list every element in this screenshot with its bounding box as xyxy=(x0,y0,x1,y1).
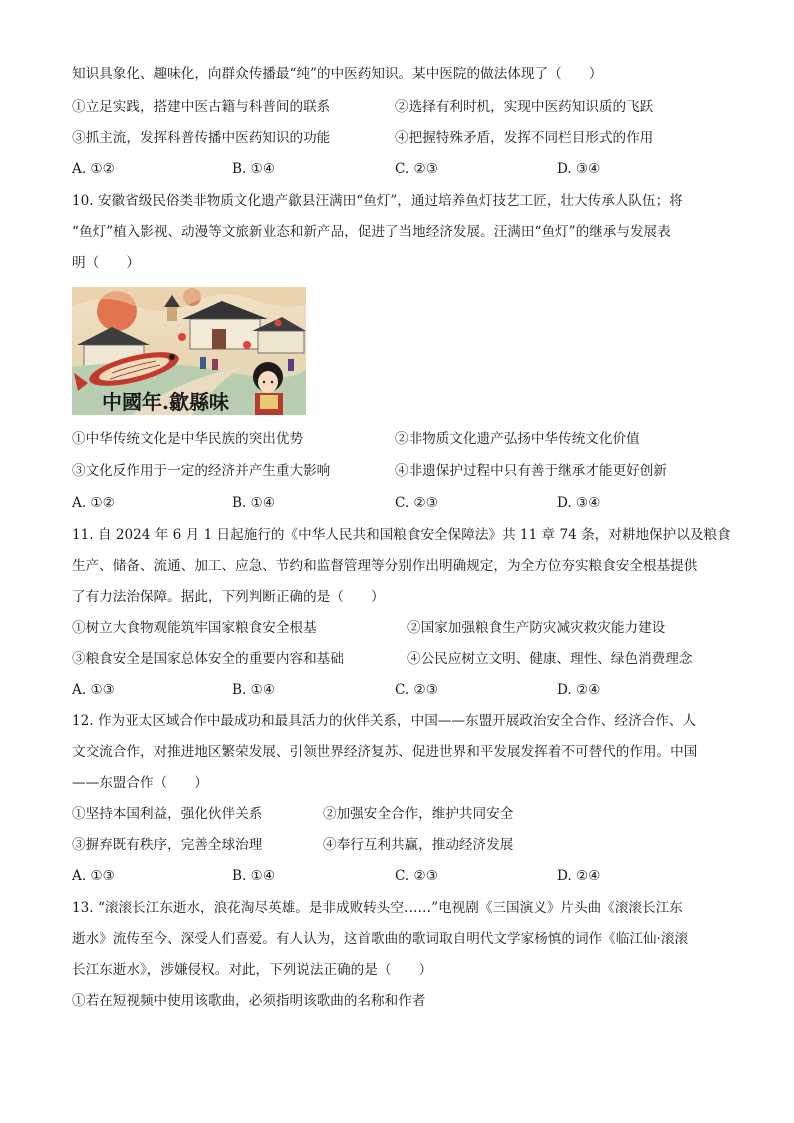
q12-statement-3: ③摒弃既有秩序，完善全球治理 xyxy=(72,837,263,853)
q11-statement-3: ③粮食安全是国家总体安全的重要内容和基础 xyxy=(72,651,344,667)
q9-choice-d: D. ③④ xyxy=(557,161,601,177)
q10-choice-c: C. ②③ xyxy=(395,495,438,511)
q9-statement-4: ④把握特殊矛盾，发挥不同栏目形式的作用 xyxy=(395,130,654,146)
q13-stem-line-2: 逝水》流传至今、深受人们喜爱。有人认为，这首歌曲的歌词取自明代文学家杨慎的词作《临江仙·滚滚 xyxy=(72,931,689,947)
q10-statement-4: ④非遗保护过程中只有善于继承才能更好创新 xyxy=(395,463,667,479)
q12-stem-line-1: 12. 作为亚太区域合作中最成功和最具活力的伙伴关系，中国——东盟开展政治安全合作、经济合作、人 xyxy=(72,713,697,729)
q12-statement-2: ②加强安全合作，维护共同安全 xyxy=(323,806,514,822)
q11-stem-line-3: 了有力法治保障。据此，下列判断正确的是（ ） xyxy=(72,589,385,605)
q13-statement-1: ①若在短视频中使用该歌曲，必须指明该歌曲的名称和作者 xyxy=(72,993,426,1009)
q9-choice-b: B. ①④ xyxy=(232,161,276,177)
q10-stem-line-3: 明（ ） xyxy=(72,255,140,271)
q10-statement-3: ③文化反作用于一定的经济并产生重大影响 xyxy=(72,463,331,479)
q11-statement-4: ④公民应树立文明、健康、理性、绿色消费理念 xyxy=(407,651,693,667)
q10-choice-a: A. ①② xyxy=(72,495,115,511)
q9-choice-a: A. ①② xyxy=(72,161,115,177)
q11-choice-c: C. ②③ xyxy=(395,682,438,698)
q12-statement-1: ①坚持本国利益，强化伙伴关系 xyxy=(72,806,263,822)
q12-choice-b: B. ①④ xyxy=(232,868,276,884)
illustration-caption: 中國年.歙縣味 xyxy=(102,390,229,414)
q12-choice-a: A. ①③ xyxy=(72,868,115,884)
q12-choice-d: D. ②④ xyxy=(557,868,601,884)
q12-stem-line-3: ——东盟合作（ ） xyxy=(72,775,208,791)
q9-statement-1: ①立足实践，搭建中医古籍与科普间的联系 xyxy=(72,99,331,115)
q10-statement-1: ①中华传统文化是中华民族的突出优势 xyxy=(72,431,304,447)
q9-statement-3: ③抓主流，发挥科普传播中医药知识的功能 xyxy=(72,130,331,146)
q11-statement-2: ②国家加强粮食生产防灾减灾救灾能力建设 xyxy=(407,620,666,636)
q12-stem-line-2: 文交流合作，对推进地区繁荣发展、引领世界经济复苏、促进世界和平发展发挥着不可替代的作用。中国 xyxy=(72,744,698,760)
q9-stem: 知识具象化、趣味化，向群众传播最“纯”的中医药知识。某中医院的做法体现了（ ） xyxy=(72,66,603,82)
q10-choice-b: B. ①④ xyxy=(232,495,276,511)
q12-choice-c: C. ②③ xyxy=(395,868,438,884)
q11-choice-d: D. ②④ xyxy=(557,682,601,698)
q11-choice-b: B. ①④ xyxy=(232,682,276,698)
fish-lantern-illustration xyxy=(72,287,306,415)
q12-statement-4: ④奉行互利共赢，推动经济发展 xyxy=(323,837,514,853)
q10-stem-line-2: “鱼灯”植入影视、动漫等文旅新业态和新产品，促进了当地经济发展。汪满田“鱼灯”的继承与发展表 xyxy=(72,224,671,240)
q11-stem-line-2: 生产、储备、流通、加工、应急、节约和监督管理等分别作出明确规定，为全方位夯实粮食安全根基提供 xyxy=(72,558,698,574)
q10-stem-line-1: 10. 安徽省级民俗类非物质文化遗产歙县汪满田“鱼灯”，通过培养鱼灯技艺工匠，壮大传承人队伍；将 xyxy=(72,193,683,209)
q10-choice-d: D. ③④ xyxy=(557,495,601,511)
q13-stem-line-3: 长江东逝水》，涉嫌侵权。对此，下列说法正确的是（ ） xyxy=(72,962,433,978)
q11-statement-1: ①树立大食物观能筑牢国家粮食安全根基 xyxy=(72,620,317,636)
q11-stem-line-1: 11. 自 2024 年 6 月 1 日起施行的《中华人民共和国粮食安全保障法》共 11 章 74 条，对耕地保护以及粮食 xyxy=(72,527,731,543)
roof-left xyxy=(77,327,150,345)
q11-choice-a: A. ①③ xyxy=(72,682,115,698)
q13-stem-line-1: 13. “滚滚长江东逝水，浪花淘尽英雄。是非成败转头空……”电视剧《三国演义》片头曲《滚滚长江东 xyxy=(72,900,683,916)
q10-statement-2: ②非物质文化遗产弘扬中华传统文化价值 xyxy=(395,431,640,447)
q9-statement-2: ②选择有利时机，实现中医药知识质的飞跃 xyxy=(395,99,654,115)
q9-choice-c: C. ②③ xyxy=(395,161,438,177)
